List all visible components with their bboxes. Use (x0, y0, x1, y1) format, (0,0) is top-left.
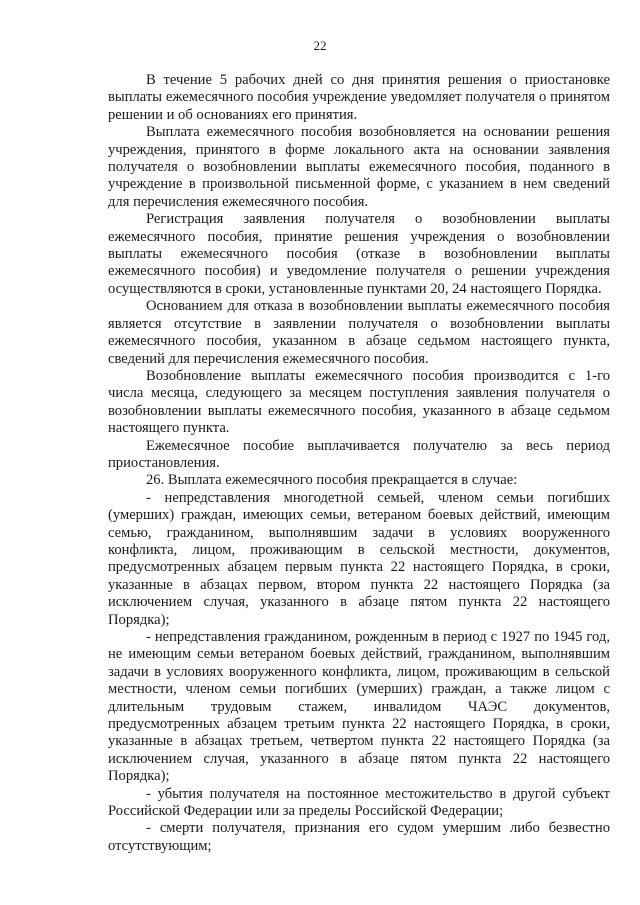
paragraph-payment-for-period: Ежемесячное пособие выплачивается получателю за весь период приостановления. (108, 437, 610, 471)
paragraph-suspension-notice: В течение 5 рабочих дней со дня принятия решения о приостановке выплаты ежемесячного пособия учреждение уведомляет получателя о принятом решении и об основаниях его принятия. (108, 72, 610, 123)
paragraph-resumption-date: Возобновление выплаты ежемесячного пособия производится с 1-го числа месяца, следующего за месяцем поступления заявления получателя о возобновлении выплаты ежемесячного пособия, указанного в абзаце седьмом настоящего пункта. (108, 367, 610, 437)
document-body (108, 72, 610, 855)
paragraph-resumption-basis: Выплата ежемесячного пособия возобновляется на основании решения учреждения, принятого в форме локального акта на основании заявления получателя о возобновлении выплаты ежемесячного пособия, поданного в учреждение в произвольной письменной форме, с указанием в нем сведений для перечисления ежемесячного пособия. (108, 124, 610, 210)
page-number: 22 (313, 38, 327, 53)
list-item-relocation: - убытия получателя на постоянное местожительство в другой субъект Российской Федерации или за пределы Российской Федерации; (108, 785, 610, 820)
list-item-death: - смерти получателя, признания его судом умершим либо безвестно отсутствующим; (108, 820, 610, 854)
list-item-born-1927-1945: - непредставления гражданином, рожденным в период с 1927 по 1945 год, не имеющим семьи ветераном боевых действий, гражданином, выполнявшим задачи в условиях вооруженного конфликта, лицом, проживающим в сельской местности, членом семьи погибших (умерших) граждан, а также лицом с длительным трудовым стажем, инвалидом ЧАЭС документов, предусмотренных абзацем третьим пункта 22 настоящего Порядка, в сроки, указанные в абзацах третьем, четвертом пункта 22 настоящего Порядка (за исключением случая, указанного в абзаце пятом пункта 22 настоящего Порядка); (108, 629, 610, 785)
list-item-large-family: - непредставления многодетной семьей, членом семьи погибших (умерших) граждан, имеющих семьи, ветераном боевых действий, имеющим семью, гражданином, выполнявшим задачи в условиях вооруженного конфликта, лицом, проживающим в сельской местности, документов, предусмотренных абзацем первым пункта 22 настоящего Порядка, в сроки, указанные в абзацах первом, втором пункта 22 настоящего Порядка (за исключением случая, указанного в абзаце пятом пункта 22 настоящего Порядка); (108, 489, 610, 628)
paragraph-refusal-grounds: Основанием для отказа в возобновлении выплаты ежемесячного пособия является отсутствие в заявлении получателя о возобновлении выплаты ежемесячного пособия, указанном в абзаце седьмом настоящего пункта, сведений для перечисления ежемесячного пособия. (108, 298, 610, 367)
paragraph-registration: Регистрация заявления получателя о возобновлении выплаты ежемесячного пособия, принятие решения учреждения о возобновлении выплаты ежемесячного пособия (отказе в возобновлении выплаты ежемесячного пособия) и уведомление получателя о решении учреждения осуществляются в сроки, установленные пунктами 20, 24 настоящего Порядка. (108, 211, 610, 297)
paragraph-item-26-heading: 26. Выплата ежемесячного пособия прекращается в случае: (146, 472, 518, 489)
